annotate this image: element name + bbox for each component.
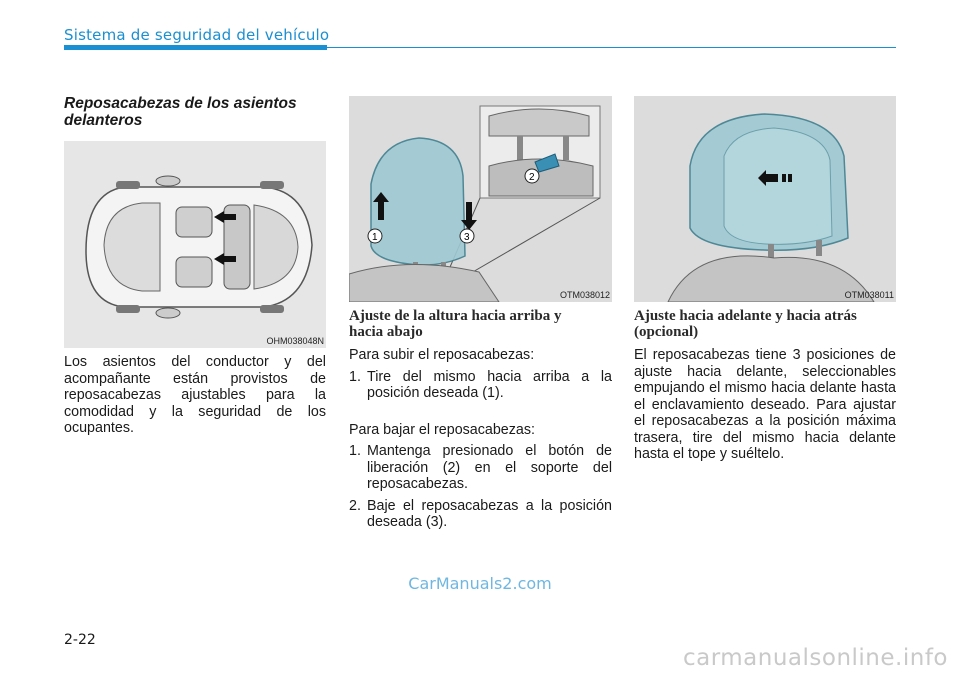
figure-code: OTM038011 xyxy=(844,290,894,300)
intro-paragraph xyxy=(64,354,326,446)
height-adjust-instructions xyxy=(349,347,612,536)
list-item: 1. Tire del mismo hacia arriba a la posición deseada (1). xyxy=(349,368,612,401)
height-adjust-heading: Ajuste de la altura hacia arriba y hacia abajo xyxy=(349,308,562,340)
list-item: 1. Mantenga presionado el botón de liberación (2) en el soporte del reposacabezas. xyxy=(349,443,612,492)
headrest-height-illustration xyxy=(349,96,612,302)
site-watermark: carmanualsonline.info xyxy=(682,645,948,671)
car-top-view-illustration xyxy=(64,141,326,348)
raise-intro: Para subir el reposacabezas: xyxy=(349,347,535,363)
header-rule-thick xyxy=(64,45,327,50)
headrest-tilt-illustration xyxy=(634,96,896,302)
tilt-adjust-paragraph xyxy=(634,347,896,472)
watermark-link[interactable]: CarManuals2.com xyxy=(408,574,552,593)
paragraph-text: Los asientos del conductor y del acompañante están provistos de reposacabezas ajustables para la comodidad y la seguridad de los ocupantes. xyxy=(64,354,326,436)
car-seat-diagram xyxy=(64,141,326,348)
list-item: 2. Baje el reposacabezas a la posición deseada (3). xyxy=(349,497,612,530)
paragraph-text: El reposacabezas tiene 3 posiciones de ajuste hacia delante, seleccionables empujando el mismo hacia delante hasta el enclavamiento deseado. Para ajustar el reposacabezas a la posición máxima trasera, tire del mismo hacia delante hasta el tope y suéltelo. xyxy=(634,347,896,462)
headrest-tilt-diagram xyxy=(634,96,896,302)
lower-intro: Para bajar el reposacabezas: xyxy=(349,421,535,438)
label-2: 2 xyxy=(529,172,535,183)
tilt-adjust-heading: Ajuste hacia adelante y hacia atrás (opcional) xyxy=(634,308,857,340)
label-1: 1 xyxy=(372,232,378,243)
figure-code: OTM038012 xyxy=(559,290,610,300)
page-number: 2-22 xyxy=(64,632,96,648)
headrest-height-diagram xyxy=(349,96,612,302)
section-heading: Reposacabezas de los asientos delanteros xyxy=(64,95,297,129)
running-header: Sistema de seguridad del vehículo xyxy=(64,26,330,44)
header-rule-thin xyxy=(327,47,896,48)
label-3: 3 xyxy=(464,232,470,243)
figure-code: OHM038048N xyxy=(266,336,324,346)
